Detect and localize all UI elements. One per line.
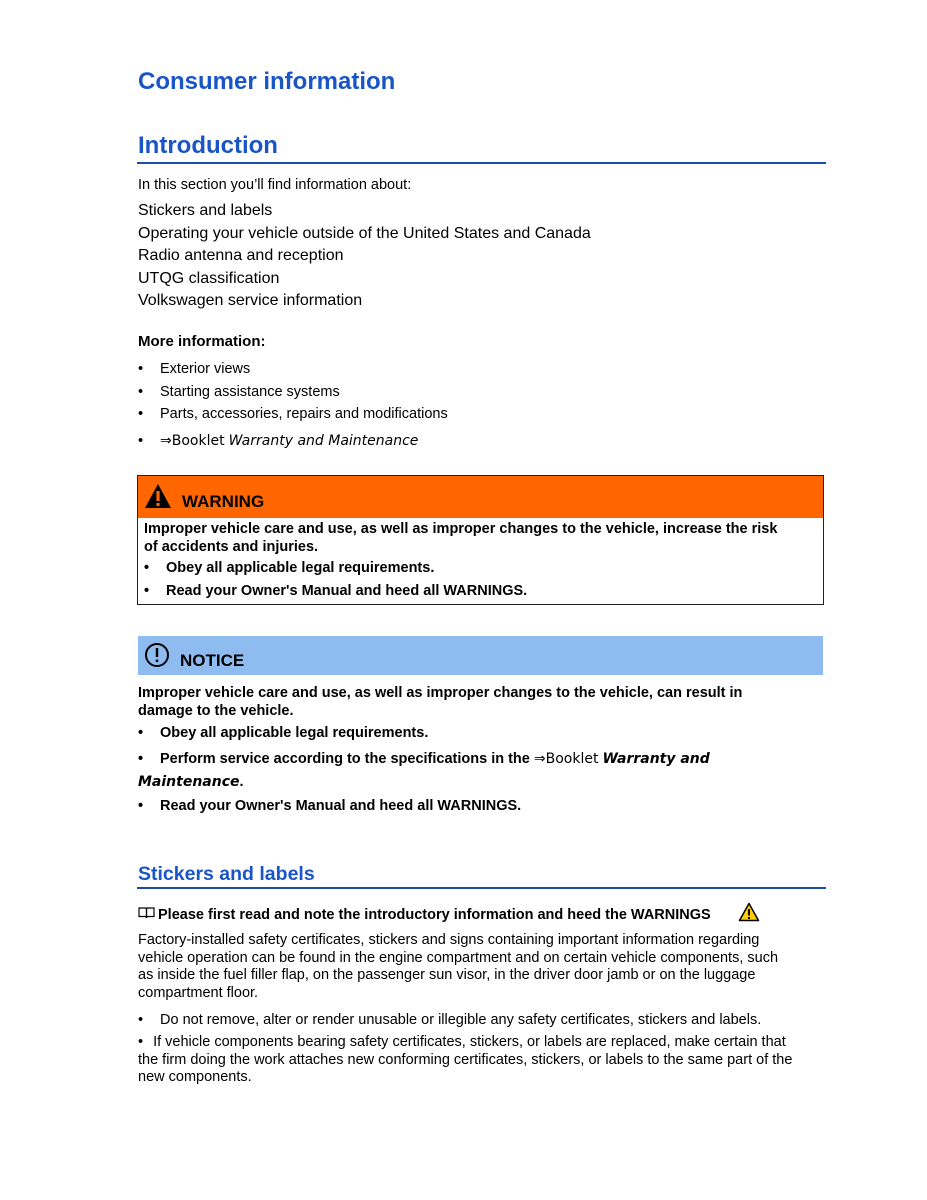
notice-item2-continuation [138,774,244,790]
heading-consumer-information: Consumer information [138,68,396,95]
booklet-link[interactable]: ⇒Booklet [533,751,599,767]
notice-item2-prefix: Perform service according to the specifications in the [160,751,530,767]
book-icon [138,906,155,919]
bullet-icon: • [138,433,144,449]
list-item: Operating your vehicle outside of the United States and Canada [138,225,591,242]
bullet-icon: • [144,583,150,599]
notice-title: NOTICE [180,651,245,670]
exclamation-circle-icon [144,642,170,668]
booklet-title: Warranty and [602,751,710,767]
more-information-title: More information: [138,333,266,350]
intro-note-text: Please first read and note the introductory information and heed the WARNINGS [158,907,711,923]
notice-item-label [160,751,710,767]
notice-item-label: Obey all applicable legal requirements. [160,725,429,741]
paragraph-line: the firm doing the work attaches new conforming certificates, stickers, or labels to the same part of the [138,1051,793,1068]
bullet-icon: • [138,725,144,741]
bullet-icon: • [138,1034,144,1050]
warning-item-label: Obey all applicable legal requirements. [166,560,435,576]
notice-lead-line2: damage to the vehicle. [138,703,294,719]
warning-box [137,475,824,605]
paragraph-line: compartment floor. [138,984,259,1001]
heading-introduction: Introduction [138,132,278,159]
warning-item-label: Read your Owner's Manual and heed all WARNINGS. [166,583,528,599]
bullet-icon: • [138,384,144,400]
more-item-label: Starting assistance systems [160,384,340,400]
more-item-label: Exterior views [160,361,251,377]
paragraph-line: Factory-installed safety certificates, stickers and signs containing important information regarding [138,932,760,948]
warning-triangle-icon [738,902,760,922]
list-item: Stickers and labels [138,202,273,219]
notice-item-label: Read your Owner's Manual and heed all WARNINGS. [160,798,522,814]
stickers-paragraph [138,932,828,1002]
stickers-bullet-label: If vehicle components bearing safety certificates, stickers, or labels are replaced, make certain that [153,1034,786,1050]
list-item: UTQG classification [138,270,280,287]
bullet-icon: • [138,1012,144,1028]
bullet-icon: • [138,361,144,377]
warning-lead-line1: Improper vehicle care and use, as well as improper changes to the vehicle, increase the risk [144,521,778,537]
booklet-link[interactable] [160,433,418,449]
notice-header [138,636,823,675]
heading-stickers-and-labels: Stickers and labels [138,863,315,885]
warning-lead-line2: of accidents and injuries. [144,539,319,555]
paragraph-line [138,1034,828,1052]
stickers-bullet-label: Do not remove, alter or render unusable or illegible any safety certificates, stickers and labels. [160,1012,762,1028]
intro-lead: In this section you’ll find information about: [138,177,412,193]
notice-lead-line1: Improper vehicle care and use, as well as improper changes to the vehicle, can result in [138,685,743,701]
paragraph-line: as inside the fuel filler flap, on the passenger sun visor, in the driver door jamb or on the luggage [138,967,756,983]
period: . [239,774,244,790]
booklet-title: Warranty and Maintenance [228,433,419,449]
paragraph-line: vehicle operation can be found in the engine compartment and on certain vehicle components, such [138,949,779,966]
list-item: Volkswagen service information [138,292,363,309]
more-item-label: Parts, accessories, repairs and modifications [160,406,448,422]
heading-rule [137,887,826,889]
heading-rule [137,162,826,164]
warning-title: WARNING [182,492,265,511]
warning-header [138,476,823,518]
paragraph-line: new components. [138,1069,252,1085]
bullet-icon: • [138,406,144,422]
booklet-title-cont: Maintenance [138,774,240,790]
bullet-icon: • [138,798,144,814]
bullet-icon: • [138,751,144,767]
list-item [138,1034,828,1087]
list-item: Radio antenna and reception [138,247,344,264]
booklet-prefix: ⇒Booklet [160,433,225,449]
warning-triangle-icon [143,482,173,510]
list-item [138,1012,762,1028]
bullet-icon: • [144,560,150,576]
